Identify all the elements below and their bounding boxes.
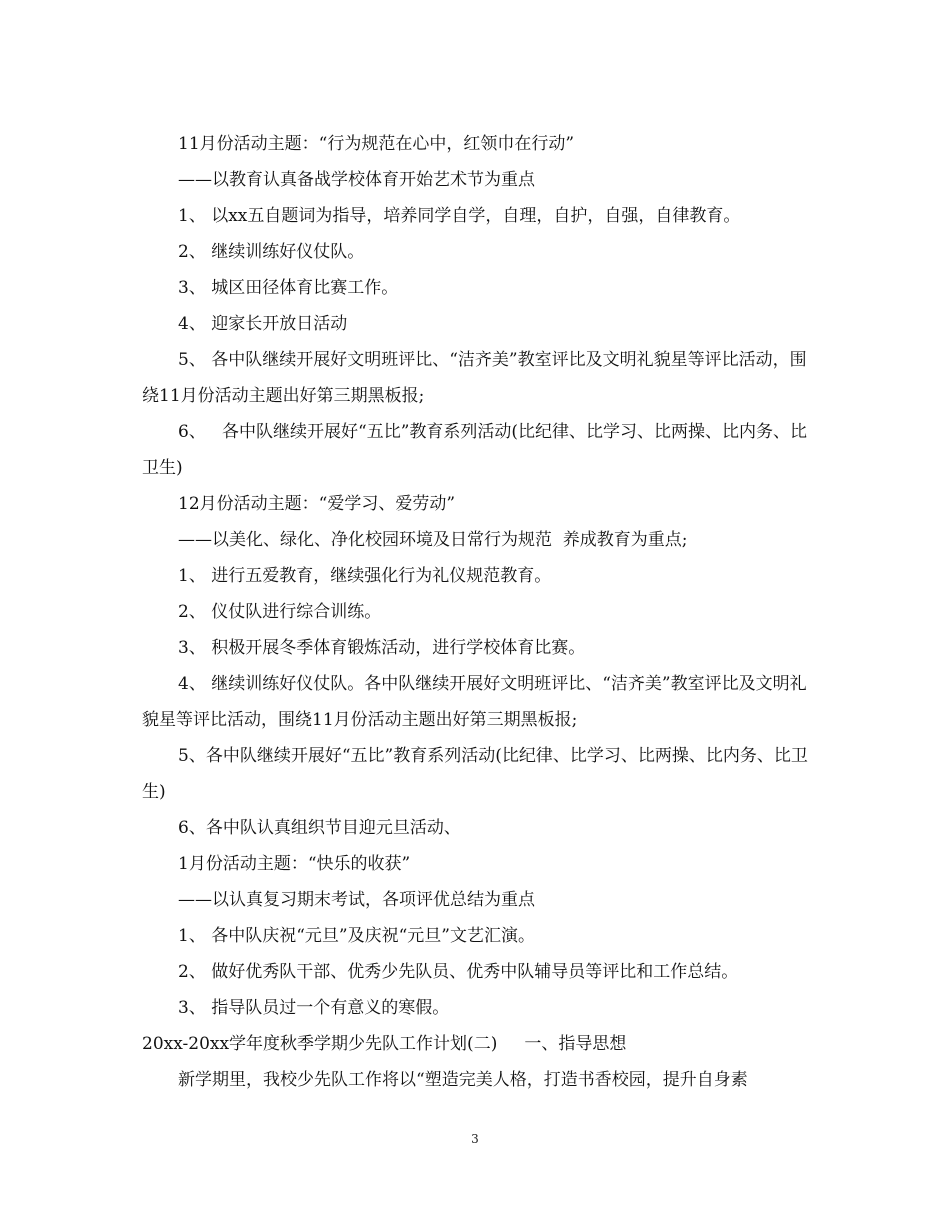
paragraph-jan-item-2: 2、 做好优秀队干部、优秀少先队员、优秀中队辅导员等评比和工作总结。 (178, 962, 739, 982)
paragraph-nov-focus: ——以教育认真备战学校体育开始艺术节为重点 (178, 170, 535, 190)
paragraph-dec-item-6: 6、各中队认真组织节目迎元旦活动、 (178, 818, 461, 838)
paragraph-nov-item-4: 4、 迎家长开放日活动 (178, 314, 348, 334)
page-number: 3 (471, 1132, 479, 1146)
paragraph-dec-item-4: 4、 继续训练好仪仗队。各中队继续开展好文明班评比、“洁齐美”教室评比及文明礼貌星等评比活动，围绕11月份活动主题出好第三期黑板报; (142, 674, 807, 730)
paragraph-dec-item-1: 1、 进行五爱教育，继续强化行为礼仪规范教育。 (178, 566, 552, 586)
paragraph-nov-item-1: 1、 以xx五自题词为指导，培养同学自学，自理，自护，自强，自律教育。 (178, 206, 741, 226)
paragraph-dec-item-2: 2、 仪仗队进行综合训练。 (178, 602, 382, 622)
paragraph-jan-item-1: 1、 各中队庆祝“元旦”及庆祝“元旦”文艺汇演。 (178, 926, 535, 946)
paragraph-nov-theme: 11月份活动主题：“行为规范在心中，红领巾在行动” (178, 134, 575, 154)
paragraph-dec-focus: ——以美化、绿化、净化校园环境及日常行为规范 养成教育为重点; (178, 530, 688, 550)
section-heading-plan-two: 20xx-20xx学年度秋季学期少先队工作计划(二) 一、指导思想 (142, 1034, 627, 1054)
document-body (142, 126, 810, 1098)
paragraph-nov-item-6: 6、 各中队继续开展好“五比”教育系列活动(比纪律、比学习、比两操、比内务、比卫生) (142, 422, 808, 478)
paragraph-nov-item-2: 2、 继续训练好仪仗队。 (178, 242, 365, 262)
paragraph-dec-theme: 12月份活动主题：“爱学习、爱劳动” (178, 494, 456, 514)
paragraph-jan-theme: 1月份活动主题：“快乐的收获” (178, 854, 411, 874)
paragraph-nov-item-3: 3、 城区田径体育比赛工作。 (178, 278, 399, 298)
paragraph-dec-item-5: 5、各中队继续开展好“五比”教育系列活动(比纪律、比学习、比两操、比内务、比卫生) (142, 746, 808, 802)
paragraph-dec-item-3: 3、 积极开展冬季体育锻炼活动，进行学校体育比赛。 (178, 638, 586, 658)
paragraph-nov-item-5: 5、 各中队继续开展好文明班评比、“洁齐美”教室评比及文明礼貌星等评比活动，围绕11月份活动主题出好第三期黑板报; (142, 350, 807, 406)
paragraph-plan-two-intro: 新学期里，我校少先队工作将以“塑造完美人格，打造书香校园，提升自身素 (178, 1070, 748, 1090)
paragraph-jan-focus: ——以认真复习期末考试，各项评优总结为重点 (178, 890, 535, 910)
paragraph-jan-item-3: 3、 指导队员过一个有意义的寒假。 (178, 998, 450, 1018)
